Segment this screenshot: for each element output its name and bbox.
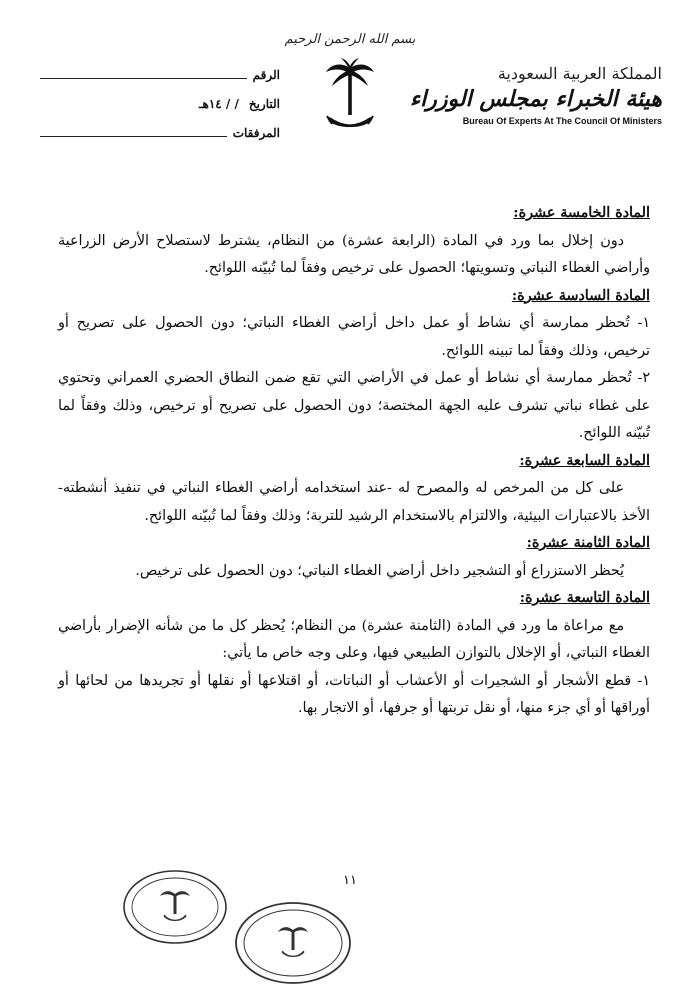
palm-and-swords-emblem-icon xyxy=(323,58,377,136)
article-19-text: مع مراعاة ما ورد في المادة (الثامنة عشرة) من النظام؛ يُحظر كل ما من شأنه الإضرار بأراضي الغطاء النباتي، أو الإخلال بالتوازن الطبيعي فيها، وعلى وجه خاص ما يأتي: xyxy=(58,617,650,661)
article-15-text: دون إخلال بما ورد في المادة (الرابعة عشرة) من النظام، يشترط لاستصلاح الأرض الزراعية وأراضي الغطاء النباتي وتسويتها؛ الحصول على ترخيص وفقاً لما تُبيّنه اللوائح. xyxy=(58,232,650,276)
date-value: / / ١٤هـ xyxy=(198,97,239,111)
article-18-text: يُحظر الاستزراع أو التشجير داخل أراضي الغطاء النباتي؛ دون الحصول على ترخيص. xyxy=(135,562,624,579)
article-16-title: المادة السادسة عشرة: xyxy=(511,287,650,304)
article-17-text: على كل من المرخص له والمصرح له -عند استخدامه أراضي الغطاء النباتي في تنفيذ أنشطته- الأخذ بالاعتبارات البيئية، والالتزام بالاستخدام الرشيد للتربة؛ وذلك وفقاً لما تُبيّنه اللوائح. xyxy=(58,480,650,524)
bureau-name-english: Bureau Of Experts At The Council Of Ministers xyxy=(462,116,662,126)
date-label: التاريخ xyxy=(248,97,280,111)
attachments-label: المرفقات xyxy=(232,126,280,140)
bureau-name-arabic: هيئة الخبراء بمجلس الوزراء xyxy=(409,86,662,112)
page-number: ١١ xyxy=(343,873,357,888)
kingdom-name: المملكة العربية السعودية xyxy=(497,64,662,83)
article-17-title: المادة السابعة عشرة: xyxy=(519,452,650,469)
date-field xyxy=(40,97,280,111)
document-body xyxy=(58,200,650,723)
article-16-item-1: ١- تُحظر ممارسة أي نشاط أو عمل داخل أراضي الغطاء النباتي؛ دون الحصول على تصريح أو ترخيص، وذلك وفقاً لما تبينه اللوائح. xyxy=(58,315,650,359)
official-seal-icon xyxy=(234,900,352,986)
article-19-item-1: ١- قطع الأشجار أو الشجيرات أو الأعشاب أو النباتات، أو اقتلاعها أو نقلها أو تجريدها من لحائها أو أوراقها أو أي جزء منها، أو نقل تربتها أو جرفها، أو الاتجار بها. xyxy=(58,672,650,716)
reference-label: الرقم xyxy=(252,68,280,82)
article-19-title: المادة التاسعة عشرة: xyxy=(519,590,650,606)
basmala: بسم الله الرحمن الرحيم xyxy=(284,32,416,47)
official-stamp-icon xyxy=(122,868,228,946)
reference-field xyxy=(40,68,280,82)
article-16-item-2: ٢- تُحظر ممارسة أي نشاط أو عمل في الأراضي التي تقع ضمن النطاق الحضري العمراني وتحتوي على غطاء نباتي تشرف عليه الجهة المختصة؛ دون الحصول على تصريح أو ترخيص، وذلك وفقاً لما تُبيّنه اللوائح. xyxy=(58,370,650,441)
article-15-title: المادة الخامسة عشرة: xyxy=(513,205,650,221)
article-18-title: المادة الثامنة عشرة: xyxy=(526,535,650,551)
attachments-field xyxy=(40,126,280,140)
